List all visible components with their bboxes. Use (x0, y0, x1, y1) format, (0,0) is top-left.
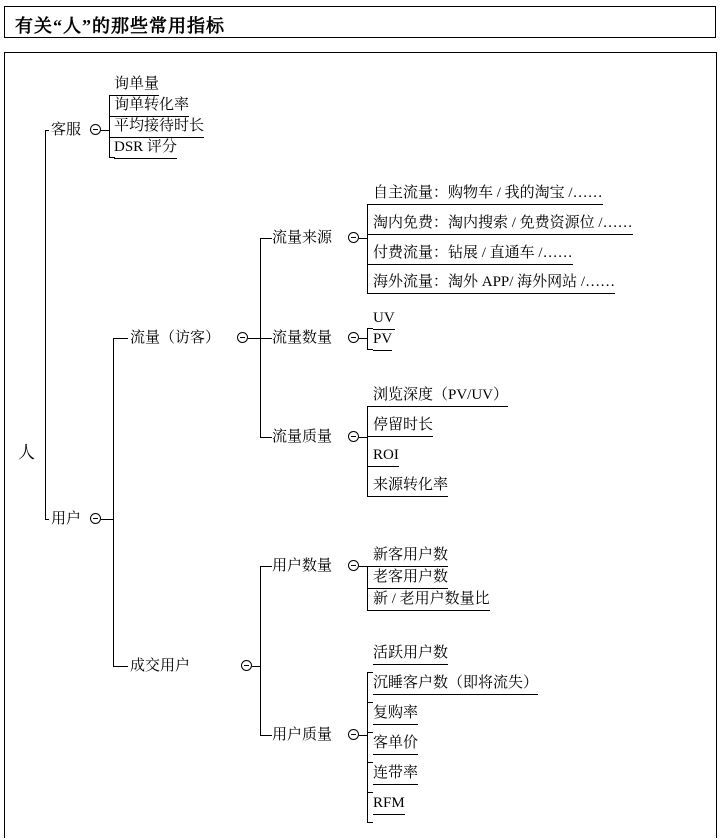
leaf-uq-5: 连带率 (373, 765, 418, 785)
toggle-buyer[interactable] (241, 660, 252, 671)
toggle-user[interactable] (90, 513, 101, 524)
leaf-uq-2: 沉睡客户数（即将流失） (373, 675, 538, 695)
frame-left-rule (4, 52, 5, 838)
tick-user-buyer (113, 666, 128, 667)
toggle-traffic-source[interactable] (348, 232, 359, 243)
leaf-ts-2: 淘内免费：淘内搜索 / 免费资源位 /…… (373, 215, 633, 235)
rail-traffic-count (367, 328, 368, 350)
node-traffic-source: 流量来源 (272, 230, 333, 246)
rail-buyer (260, 566, 261, 735)
tick-traffic-quality (260, 437, 272, 438)
tick-uq-4 (367, 762, 373, 763)
leaf-tq-3: ROI (373, 447, 399, 467)
connector-traffic-source-out (359, 238, 367, 239)
connector-buyer-out (252, 666, 260, 667)
leaf-tc-1: UV (373, 310, 395, 330)
tick-buyer-quality (260, 735, 272, 736)
leaf-cs-3: 平均接待时长 (114, 118, 204, 138)
toggle-customer-service[interactable] (90, 124, 101, 135)
leaf-uc-1: 新客用户数 (373, 547, 448, 567)
leaf-uq-3: 复购率 (373, 705, 418, 725)
leaf-uq-4: 客单价 (373, 735, 418, 755)
rail-user-quality (367, 672, 368, 822)
root-spine (45, 130, 46, 520)
leaf-tc-2: PV (373, 331, 392, 351)
frame-top-rule (4, 52, 717, 53)
node-buyer: 成交用户 (130, 658, 191, 674)
node-traffic: 流量（访客） (130, 330, 221, 346)
toggle-user-quality[interactable] (348, 729, 359, 740)
tick-uq-6 (367, 822, 373, 823)
branch-label-user: 用户 (51, 511, 82, 527)
toggle-traffic[interactable] (237, 332, 248, 343)
node-user-quality: 用户质量 (272, 727, 333, 743)
tick-buyer-count (260, 566, 272, 567)
leaf-cs-1: 询单量 (114, 76, 159, 96)
root-connector-bottom (45, 519, 49, 520)
tick-traffic-source (260, 238, 272, 239)
tick-traffic-count (260, 338, 272, 339)
tick-uq-3 (367, 732, 373, 733)
branch-label-customer-service: 客服 (51, 122, 82, 138)
rail-traffic-quality (367, 406, 368, 496)
root-connector-top (45, 130, 49, 131)
leaf-tq-2: 停留时长 (373, 417, 433, 437)
leaf-uc-2: 老客用户数 (373, 569, 448, 589)
tick-user-traffic (113, 338, 128, 339)
leaf-tq-1: 浏览深度（PV/UV） (373, 387, 508, 407)
toggle-traffic-count[interactable] (348, 332, 359, 343)
tick-uq-2 (367, 702, 373, 703)
leaf-cs-2: 询单转化率 (114, 97, 189, 117)
leaf-cs-4: DSR 评分 (114, 139, 177, 159)
tick-uq-5 (367, 792, 373, 793)
leaf-uc-3: 新 / 老用户数量比 (373, 591, 490, 611)
leaf-tq-4: 来源转化率 (373, 477, 448, 497)
connector-user-count-out (359, 566, 367, 567)
leaf-uq-6: RFM (373, 795, 405, 815)
node-traffic-quality: 流量质量 (272, 429, 333, 445)
connector-user-quality-out (359, 735, 367, 736)
toggle-user-count[interactable] (348, 560, 359, 571)
leaf-ts-3: 付费流量：钻展 / 直通车 /…… (373, 245, 573, 265)
leaf-ts-4: 海外流量：淘外 APP/ 海外网站 /…… (373, 274, 615, 294)
root-label: 人 (18, 443, 35, 462)
leaf-ts-1: 自主流量：购物车 / 我的淘宝 /…… (373, 185, 603, 205)
node-traffic-count: 流量数量 (272, 330, 333, 346)
connector-traffic-count-out (359, 338, 367, 339)
rail-user (113, 338, 114, 666)
title-bar (4, 6, 716, 38)
toggle-traffic-quality[interactable] (348, 431, 359, 442)
tick-uq-1 (367, 672, 373, 673)
rail-customer-service (109, 95, 110, 157)
connector-traffic-out (248, 338, 260, 339)
connector-cs-out (101, 130, 109, 131)
page-title: 有关“人”的那些常用指标 (15, 16, 225, 36)
rail-traffic-source (367, 204, 368, 294)
leaf-uq-1: 活跃用户数 (373, 645, 448, 665)
frame-right-rule (716, 52, 717, 838)
connector-traffic-quality-out (359, 437, 367, 438)
connector-user-out (101, 519, 113, 520)
node-user-count: 用户数量 (272, 558, 333, 574)
